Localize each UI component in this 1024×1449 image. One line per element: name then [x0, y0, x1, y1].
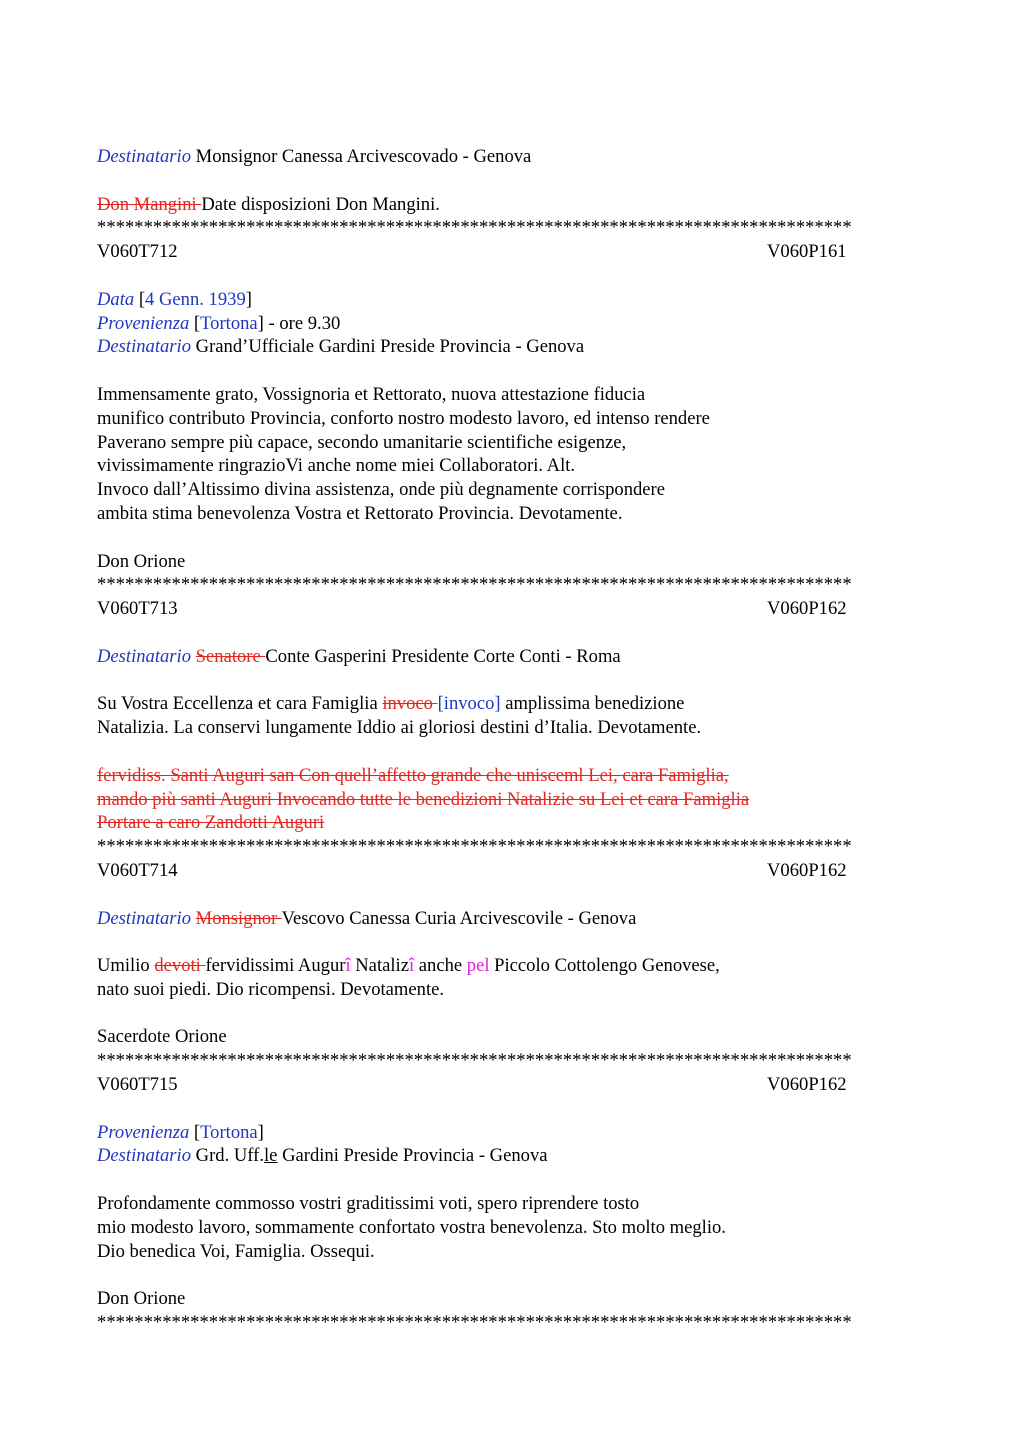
body-line: vivissimamente ringrazioVi anche nome miei Collaboratori. Alt. [97, 455, 576, 477]
entry-codes [97, 859, 937, 883]
date-label: Data [97, 288, 135, 310]
recipient-text: Conte Gasperini Presidente Corte Conti - Roma [265, 645, 621, 667]
signature: Don Orione [97, 550, 186, 572]
entry-codes [97, 597, 937, 621]
recipient-label: Destinatario [97, 907, 192, 929]
origin-line [97, 1121, 937, 1145]
origin-line [97, 312, 937, 336]
body-line: nato suoi piedi. Dio ricompensi. Devotamente. [97, 978, 445, 1000]
deleted-line: fervidiss. Santi Auguri san Con quell’affetto grande che unisceml Lei, cara Famiglia, [97, 764, 729, 786]
separator: ********************************************************************************* [97, 217, 852, 239]
body-text: Nataliz [350, 955, 409, 977]
telegram-code: V060T712 [97, 241, 178, 263]
telegram-code: V060T713 [97, 598, 178, 620]
body-line: Dio benedica Voi, Famiglia. Ossequi. [97, 1240, 375, 1262]
origin-label: Provenienza [97, 1121, 190, 1143]
page-code: V060P162 [767, 859, 847, 881]
signature: Sacerdote Orione [97, 1026, 227, 1048]
deleted-text: devoti [154, 955, 206, 977]
page-code: V060P162 [767, 598, 847, 620]
editor-mark: î [408, 955, 415, 977]
deleted-text: Senatore [195, 645, 266, 667]
editor-mark: pel [466, 955, 490, 977]
body-text: amplissima benedizione [500, 693, 685, 715]
top-recipient-line [97, 145, 937, 169]
body-line [97, 954, 937, 978]
body-text: Su Vostra Eccellenza et cara Famiglia [97, 693, 383, 715]
page-code: V060P162 [767, 1074, 847, 1096]
separator: ********************************************************************************* [97, 574, 852, 596]
body-text: fervidissimi Augur [205, 955, 346, 977]
recipient-line [97, 645, 937, 669]
body-line: Paverano sempre più capace, secondo umanitarie scientifiche esigenze, [97, 431, 627, 453]
body-line: ambita stima benevolenza Vostra et Rettorato Provincia. Devotamente. [97, 502, 623, 524]
deleted-text: Don Mangini [97, 193, 202, 215]
recipient-line [97, 1144, 937, 1168]
recipient-label: Destinatario [97, 146, 192, 167]
bracket: [ [134, 288, 146, 310]
deleted-line: Portare a caro Zandotti Auguri [97, 812, 325, 834]
recipient-label: Destinatario [97, 645, 192, 667]
entry-codes [97, 240, 937, 264]
page-code: V060P161 [767, 241, 847, 263]
entry-codes [97, 1073, 937, 1097]
recipient-line [97, 907, 937, 931]
deleted-text: invoco [382, 693, 438, 715]
telegram-code: V060T715 [97, 1074, 178, 1096]
bracket: ] [257, 1121, 264, 1143]
bracket: [ [189, 312, 201, 334]
recipient-label: Destinatario [97, 336, 192, 358]
bracket: ] [245, 288, 252, 310]
origin-label: Provenienza [97, 312, 190, 334]
bracket: [ [189, 1121, 201, 1143]
deleted-line: mando più santi Auguri Invocando tutte le benedizioni Natalizie su Lei et cara Famiglia [97, 788, 750, 810]
body-text: Piccolo Cottolengo Genovese, [489, 955, 720, 977]
body-line: Immensamente grato, Vossignoria et Rettorato, nuova attestazione fiducia [97, 383, 646, 405]
origin-value: Tortona [200, 1121, 258, 1143]
separator: ********************************************************************************* [97, 836, 852, 858]
editor-insert: [invoco] [437, 693, 501, 715]
body-line: mio modesto lavoro, sommamente confortato vostra benevolenza. Sto molto meglio. [97, 1216, 726, 1238]
deleted-text: Monsignor [195, 907, 282, 929]
recipient-text: Monsignor Canessa Arcivescovado - Genova [191, 146, 532, 167]
body-line: munifico contributo Provincia, conforto nostro modesto lavoro, ed intenso rendere [97, 407, 710, 429]
origin-value: Tortona [200, 312, 258, 334]
separator: ********************************************************************************* [97, 1050, 852, 1072]
date-value: 4 Genn. 1939 [145, 288, 246, 310]
body-text: anche [414, 955, 467, 977]
separator: ********************************************************************************* [97, 1312, 852, 1334]
origin-rest: ] - ore 9.30 [257, 312, 341, 334]
recipient-text: Vescovo Canessa Curia Arcivescovile - Genova [281, 907, 637, 929]
recipient-text: Gardini Preside Provincia - Genova [277, 1145, 548, 1167]
signature: Don Orione [97, 1288, 186, 1310]
recipient-label: Destinatario [97, 1145, 192, 1167]
underlined-text: le [264, 1145, 278, 1167]
body-line [97, 692, 937, 716]
document-page [97, 145, 937, 1335]
top-body-line [97, 193, 937, 217]
recipient-text: Grd. Uff. [191, 1145, 265, 1167]
editor-mark: î [345, 955, 351, 977]
body-line: Profondamente commosso vostri graditissimi voti, spero riprendere tosto [97, 1193, 640, 1215]
recipient-text: Grand’Ufficiale Gardini Preside Provincia - Genova [191, 336, 585, 358]
body-text: Date disposizioni Don Mangini. [201, 193, 440, 215]
date-line [97, 288, 937, 312]
body-line: Natalizia. La conservi lungamente Iddio ai gloriosi destini d’Italia. Devotamente. [97, 717, 702, 739]
body-text: Umilio [97, 955, 155, 977]
telegram-code: V060T714 [97, 859, 178, 881]
recipient-line [97, 335, 937, 359]
body-line: Invoco dall’Altissimo divina assistenza, onde più degnamente corrispondere [97, 479, 665, 501]
